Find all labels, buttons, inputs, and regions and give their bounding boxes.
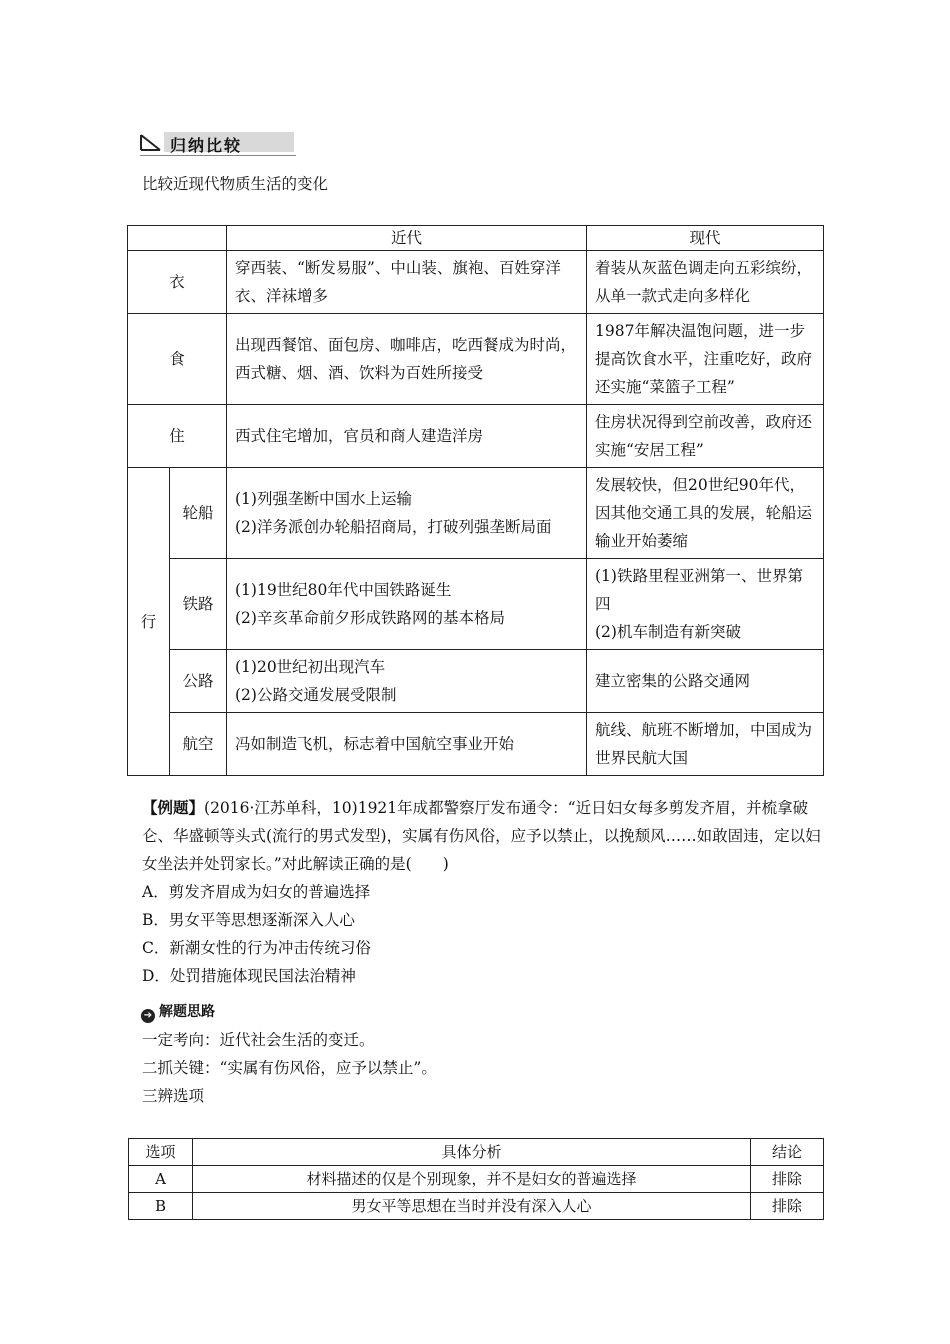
cell-line: (1)20世纪初出现汽车 [235, 658, 386, 676]
row-category-travel: 行 [128, 468, 170, 776]
cell-line: (1)列强垄断中国水上运输 [235, 490, 412, 508]
analysis-header: 具体分析 [193, 1139, 751, 1166]
analysis-option: A [129, 1166, 193, 1193]
cell-modern-early [227, 468, 587, 559]
comparison-table [127, 225, 824, 776]
analysis-conclusion: 排除 [751, 1166, 824, 1193]
arrow-circle-icon: ➔ [141, 1009, 155, 1023]
cell-line: (2)机车制造有新突破 [595, 623, 741, 641]
row-subcategory: 铁路 [170, 559, 227, 650]
row-subcategory: 轮船 [170, 468, 227, 559]
cell-contemporary: 航线、航班不断增加，中国成为世界民航大国 [587, 713, 824, 776]
analysis-detail: 材料描述的仅是个别现象，并不是妇女的普遍选择 [193, 1166, 751, 1193]
thinking-steps [142, 1026, 437, 1110]
table-row [128, 468, 824, 559]
analysis-header: 结论 [751, 1139, 824, 1166]
table-row [128, 251, 824, 314]
header-modern-early: 近代 [227, 226, 587, 251]
cell-modern-early [227, 559, 587, 650]
table-header-row [128, 226, 824, 251]
row-subcategory: 航空 [170, 713, 227, 776]
option-c: C．新潮女性的行为冲击传统习俗 [142, 939, 371, 957]
example-text: (2016·江苏单科，10)1921年成都警察厅发布通令：“近日妇女每多剪发齐眉，并梳拿破仑、华盛顿等头式(流行的男式发型)，实属有伤风俗，应予以禁止，以挽颓风……如敢固违，定以妇女坐法并处罚家长。”对此解读正确的是( ) [142, 799, 821, 873]
cell-line: (2)辛亥革命前夕形成铁路网的基本格局 [235, 609, 505, 627]
example-label: 【例题】 [142, 799, 205, 817]
table-row [128, 405, 824, 468]
analysis-detail: 男女平等思想在当时并没有深入人心 [193, 1193, 751, 1220]
cell-line: (1)铁路里程亚洲第一、世界第四 [595, 567, 803, 613]
analysis-header-row [129, 1139, 824, 1166]
thinking-title: 解题思路 [159, 1004, 215, 1020]
analysis-table [128, 1138, 824, 1220]
cell-contemporary: 建立密集的公路交通网 [587, 650, 824, 713]
row-subcategory: 公路 [170, 650, 227, 713]
cell-contemporary [587, 559, 824, 650]
step-line: 一定考向：近代社会生活的变迁。 [142, 1031, 375, 1049]
cell-modern-early: 冯如制造飞机，标志着中国航空事业开始 [227, 713, 587, 776]
analysis-conclusion: 排除 [751, 1193, 824, 1220]
option-b: B．男女平等思想逐渐深入人心 [142, 911, 355, 929]
cell-contemporary: 住房状况得到空前改善，政府还实施“安居工程” [587, 405, 824, 468]
cell-line: (2)洋务派创办轮船招商局，打破列强垄断局面 [235, 518, 552, 536]
header-blank [128, 226, 227, 251]
cell-line: (2)公路交通发展受限制 [235, 686, 397, 704]
cell-modern-early [227, 650, 587, 713]
intro-text: 比较近现代物质生活的变化 [142, 175, 329, 193]
cell-modern-early: 西式住宅增加，官员和商人建造洋房 [227, 405, 587, 468]
option-d: D．处罚措施体现民国法治精神 [142, 967, 356, 985]
section-header [140, 130, 296, 156]
table-row [128, 713, 824, 776]
row-category: 食 [128, 314, 227, 405]
analysis-header: 选项 [129, 1139, 193, 1166]
cell-contemporary: 1987年解决温饱问题，进一步提高饮食水平，注重吃好，政府还实施“菜篮子工程” [587, 314, 824, 405]
step-line: 三辨选项 [142, 1087, 205, 1105]
thinking-heading [141, 1001, 215, 1023]
analysis-row [129, 1193, 824, 1220]
analysis-row [129, 1166, 824, 1193]
table-row [128, 314, 824, 405]
cell-contemporary: 着装从灰蓝色调走向五彩缤纷，从单一款式走向多样化 [587, 251, 824, 314]
cell-line: (1)19世纪80年代中国铁路诞生 [235, 581, 452, 599]
step-line: 二抓关键：“实属有伤风俗，应予以禁止”。 [142, 1059, 437, 1077]
row-category: 衣 [128, 251, 227, 314]
header-contemporary: 现代 [587, 226, 824, 251]
cell-modern-early: 出现西餐馆、面包房、咖啡店，吃西餐成为时尚，西式糖、烟、酒、饮料为百姓所接受 [227, 314, 587, 405]
section-underline [140, 155, 296, 156]
option-a: A．剪发齐眉成为妇女的普遍选择 [142, 883, 371, 901]
section-marker-icon [140, 133, 162, 151]
table-row [128, 650, 824, 713]
example-stem [142, 794, 822, 878]
analysis-option: B [129, 1193, 193, 1220]
example-question [142, 794, 822, 990]
cell-modern-early: 穿西装、“断发易服”、中山装、旗袍、百姓穿洋衣、洋袜增多 [227, 251, 587, 314]
row-category: 住 [128, 405, 227, 468]
cell-contemporary: 发展较快，但20世纪90年代，因其他交通工具的发展，轮船运输业开始萎缩 [587, 468, 824, 559]
section-title: 归纳比较 [170, 136, 243, 155]
table-row [128, 559, 824, 650]
